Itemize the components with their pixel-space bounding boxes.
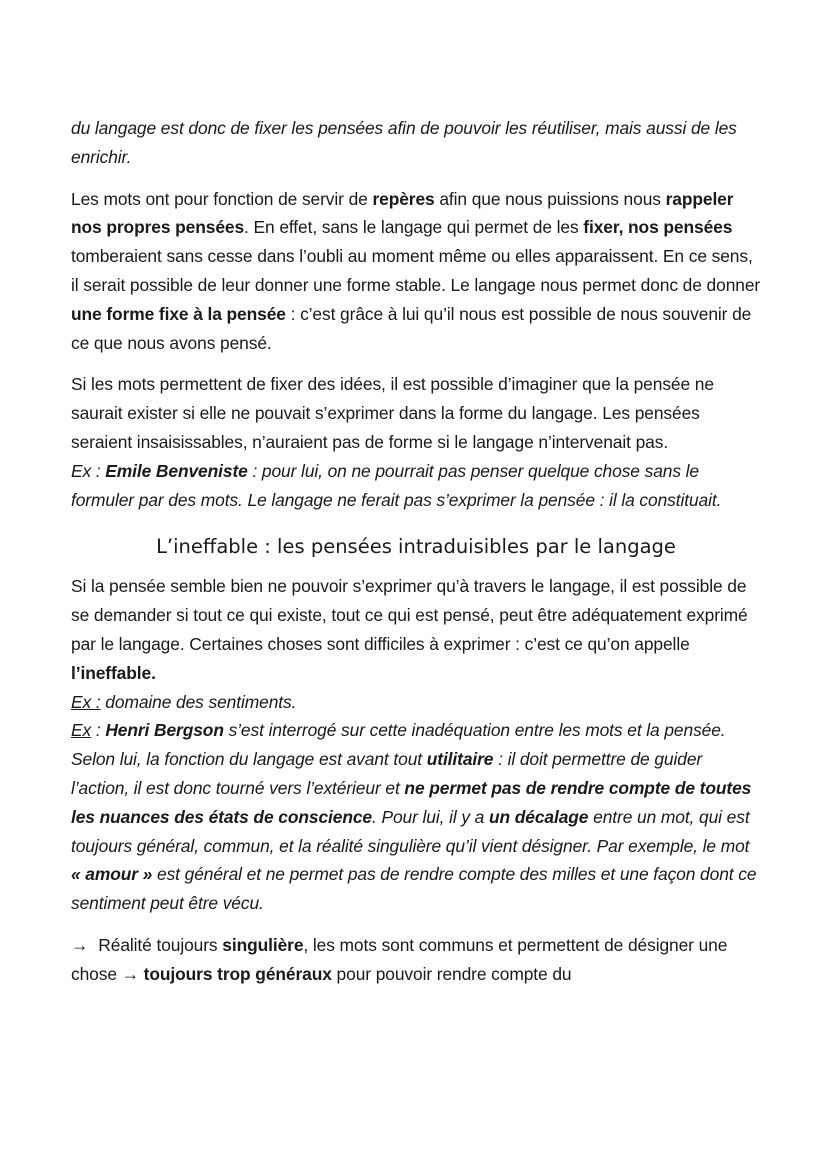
text-span: Si la pensée semble bien ne pouvoir s’exprimer qu’à travers le langage, il est possible de se demander si tout ce qui existe, tout ce qui est pensé, peut être adéquatement exprimé par le langage. Certaines choses sont difficiles à exprimer : c’est ce qu’on appelle: [71, 576, 748, 654]
paragraph-conclusion: [71, 931, 761, 989]
author-name: Henri Bergson: [105, 720, 224, 741]
bold-term: utilitaire: [426, 749, 494, 770]
text-span: tomberaient sans cesse dans l’oubli au moment même ou elles apparaissent. En ce sens, il serait possible de leur donner une forme stable. Le langage nous permet donc de donner: [71, 246, 761, 295]
example-bergson: [71, 716, 761, 918]
text-span: Réalité toujours: [98, 934, 223, 955]
arrow-right-icon: →: [71, 934, 89, 955]
paragraph-reperes: [71, 185, 761, 358]
example-label: Ex: [71, 720, 92, 741]
text-span: pour pouvoir rendre compte du: [331, 963, 572, 984]
bold-term: singulière: [222, 934, 304, 955]
text-span: est général et ne permet pas de rendre compte des milles et une façon dont ce sentiment peut être vécu.: [71, 864, 757, 914]
bold-term: une forme fixe à la pensée: [71, 303, 286, 324]
example-benveniste: [71, 457, 761, 515]
text-span: :: [91, 720, 106, 741]
text-span: entre un mot, qui est toujours général, commun, et la réalité singulière qu’il vient désigner. Par exemple, le mot: [71, 806, 750, 856]
text-span: Les mots ont pour fonction de servir de: [71, 188, 373, 209]
bold-term: ne permet pas de rendre compte de toutes les nuances des états de conscience: [71, 777, 752, 827]
text-span: , les mots sont communs et permettent de désigner une chose: [71, 934, 728, 984]
bold-term: l’ineffable.: [71, 662, 156, 683]
bold-term: rappeler nos propres pensées: [71, 188, 734, 238]
text-span: domaine des sentiments.: [100, 691, 297, 712]
bold-term: « amour »: [71, 864, 153, 885]
example-label: Ex :: [71, 691, 101, 712]
bold-term: fixer, nos pensées: [583, 217, 733, 238]
section-title: L’ineffable : les pensées intraduisibles par le langage: [156, 535, 676, 559]
example-sentiments: [71, 688, 761, 717]
paragraph-fixer-idees: Si les mots permettent de fixer des idées, il est possible d’imaginer que la pensée ne saurait exister si elle ne pouvait s’exprimer dans la forme du langage. Les pensées seraient insaisissables, n’auraient pas de forme si le langage n’intervenait pas.: [71, 374, 714, 452]
bold-term: repères: [372, 188, 435, 209]
bold-term: un décalage: [488, 806, 589, 827]
paragraph-intro: du langage est donc de fixer les pensées afin de pouvoir les réutiliser, mais aussi de les enrichir.: [71, 118, 737, 167]
text-span: afin que nous puissions nous: [434, 188, 666, 209]
text-span: . Pour lui, il y a: [371, 806, 489, 827]
text-span: . En effet, sans le langage qui permet de les: [244, 217, 584, 238]
arrow-right-icon: →: [121, 963, 139, 984]
text-span: : il doit permettre de guider l’action, il est donc tourné vers l’extérieur et: [71, 749, 703, 798]
example-prefix: Ex :: [71, 460, 106, 481]
paragraph-ineffable: [71, 572, 761, 687]
text-span: : pour lui, on ne pourrait pas penser quelque chose sans le formuler par des mots. Le langage ne ferait pas s’exprimer la pensée : il la constituait.: [71, 460, 722, 510]
text-span: s’est interrogé sur cette inadéquation entre les mots et la pensée. Selon lui, la fonction du langage est avant tout: [71, 720, 726, 770]
text-span: : c’est grâce à lui qu’il nous est possible de nous souvenir de ce que nous avons pensé.: [71, 303, 752, 353]
bold-term: toujours trop généraux: [138, 963, 332, 984]
author-name: Emile Benveniste: [105, 460, 248, 481]
page-content: [71, 114, 761, 989]
